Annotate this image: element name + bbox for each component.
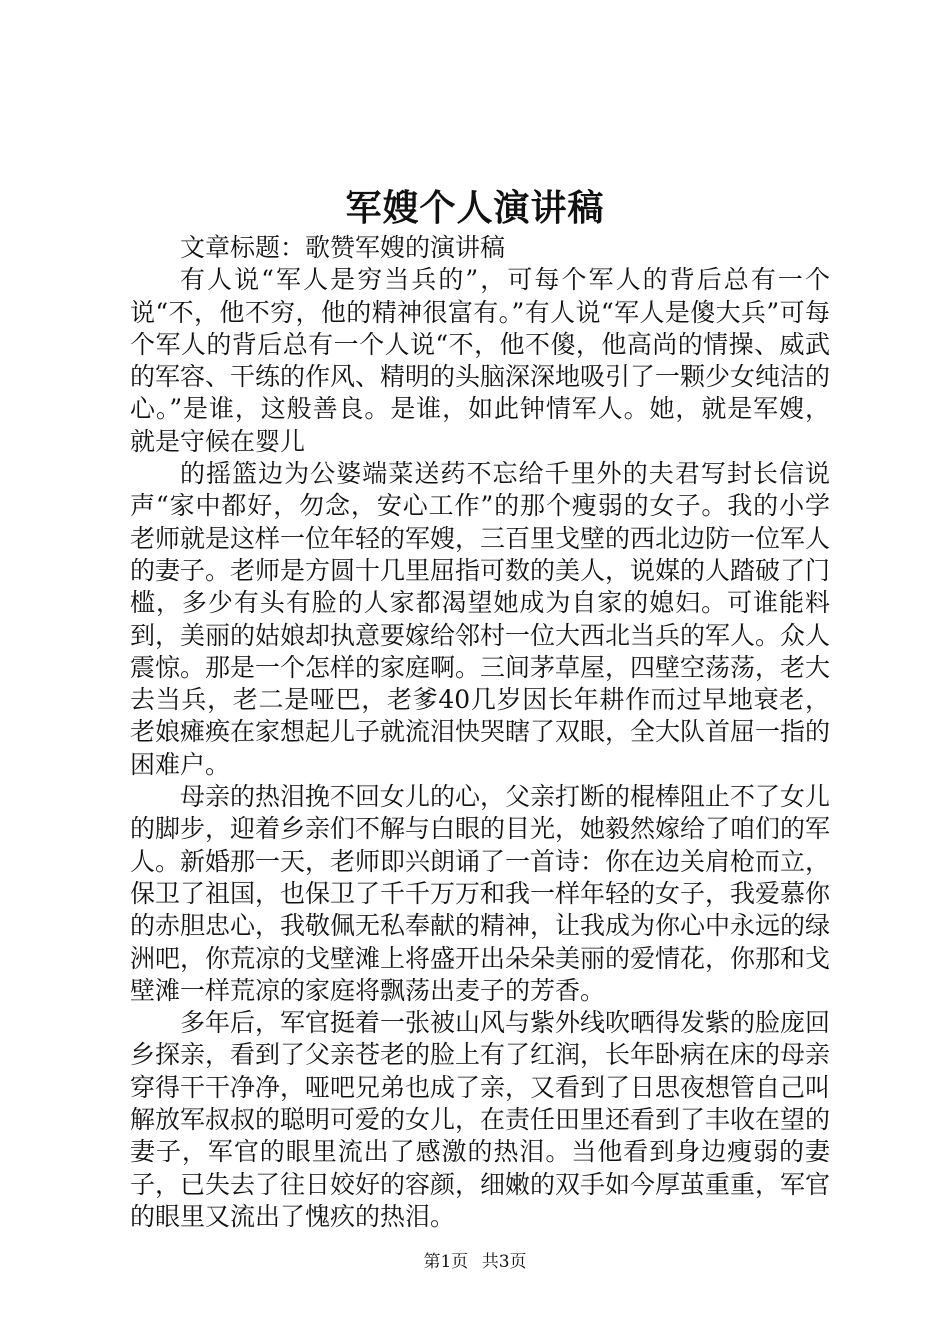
article-subtitle-paragraph: 文章标题：歌赞军嫂的演讲稿	[180, 233, 506, 262]
body-paragraph: 有人说“军人是穷当兵的”，可每个军人的背后总有一个说“不，他不穷，他的精神很富有。”有人说“军人是傻大兵”可每个军人的背后总有一个人说“不，他不傻，他高尚的情操、威武的军容、干练的作风、精明的头脑深深地吸引了一颗少女纯洁的心。”是谁，这般善良。是谁，如此钟情军人。她，就是军嫂，就是守候在婴儿	[130, 265, 831, 456]
body-paragraph: 的摇篮边为公婆端菜送药不忘给千里外的夫君写封长信说声“家中都好，勿念，安心工作”的那个瘦弱的女子。我的小学老师就是这样一位年轻的军嫂，三百里戈壁的西北边防一位军人的妻子。老师是方圆十几里屈指可数的美人，说媒的人踏破了门槛，多少有头有脸的人家都渴望她成为自家的媳妇。可谁能料到，美丽的姑娘却执意要嫁给邻村一位大西北当兵的军人。众人震惊。那是一个怎样的家庭啊。三间茅草屋，四壁空荡荡，老大去当兵，老二是哑巴，老爹40几岁因长年耕作而过早地衰老，老娘瘫痪在家想起儿子就流泪快哭瞎了双眼，全大队首屈一指的困难户。	[130, 459, 831, 779]
document-title: 军嫂个人演讲稿	[345, 187, 605, 229]
page-number: 第1页	[423, 1252, 469, 1272]
body-paragraph: 母亲的热泪挽不回女儿的心，父亲打断的棍棒阻止不了女儿的脚步，迎着乡亲们不解与白眼的目光，她毅然嫁给了咱们的军人。新婚那一天，老师即兴朗诵了一首诗：你在边关肩枪而立，保卫了祖国，也保卫了千千万万和我一样年轻的女子，我爱慕你的赤胆忠心，我敬佩无私奉献的精神，让我成为你心中永远的绿洲吧，你荒凉的戈壁滩上将盛开出朵朵美丽的爱情花，你那和戈壁滩一样荒凉的家庭将飘荡出麦子的芳香。	[130, 782, 831, 1005]
page-footer	[0, 1250, 950, 1274]
document-body	[130, 232, 830, 1233]
page-total: 共3页	[481, 1252, 527, 1272]
body-paragraph: 多年后，军官挺着一张被山风与紫外线吹晒得发紫的脸庞回乡探亲，看到了父亲苍老的脸上有了红润，长年卧病在床的母亲穿得干干净净，哑吧兄弟也成了亲，又看到了日思夜想管自己叫解放军叔叔的聪明可爱的女儿，在责任田里还看到了丰收在望的妻子，军官的眼里流出了感激的热泪。当他看到身边瘦弱的妻子，已失去了往日姣好的容颜，细嫩的双手如今厚茧重重，军官的眼里又流出了愧疚的热泪。	[130, 1008, 831, 1231]
